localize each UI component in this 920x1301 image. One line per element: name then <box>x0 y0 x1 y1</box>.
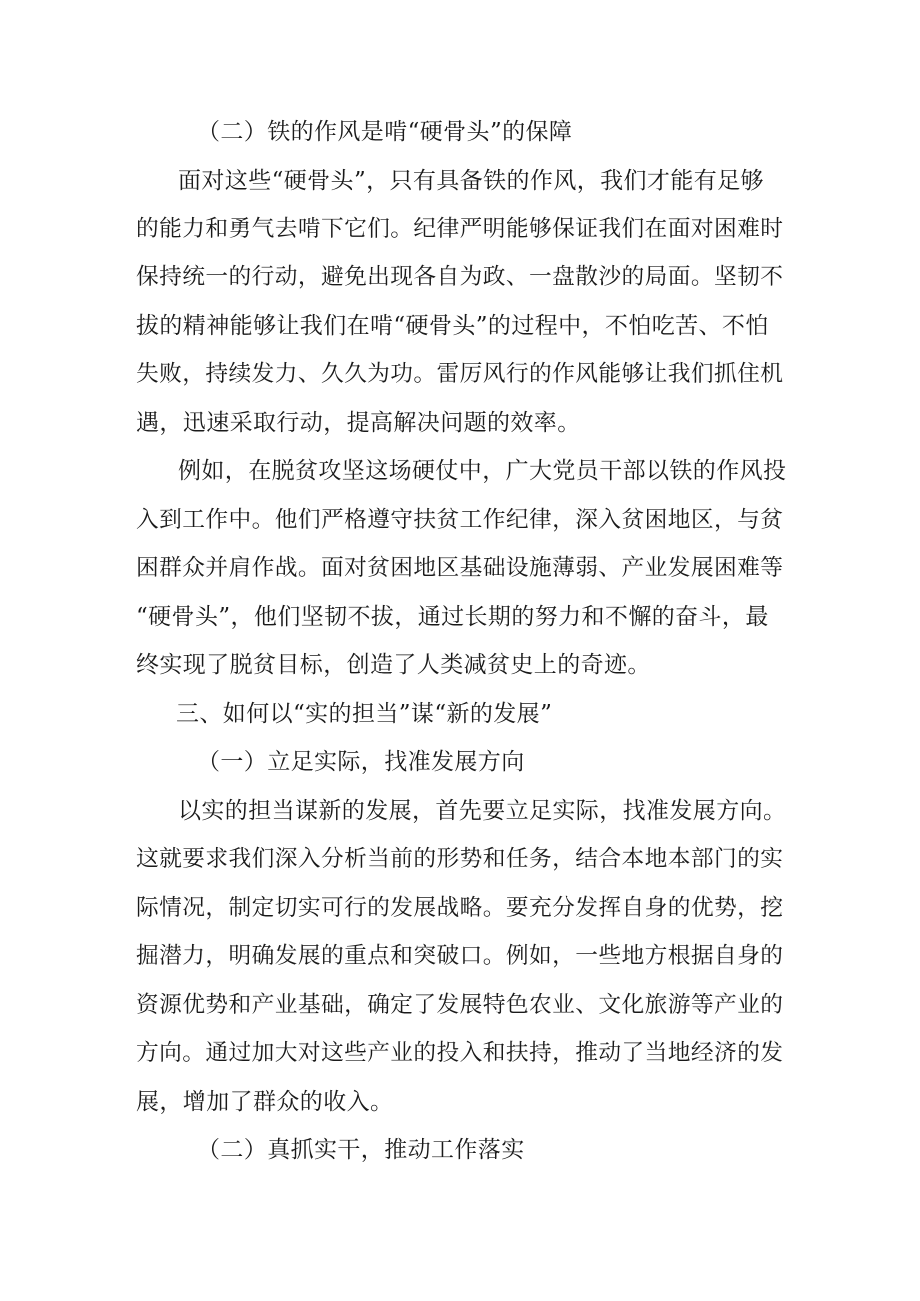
paragraph-line-10: “硬骨头”，他们坚韧不拔，通过长期的努力和不懈的奋斗，最 <box>136 604 769 630</box>
paragraph-line-9: 困群众并肩作战。面对贫困地区基础设施薄弱、产业发展困难等 <box>136 555 784 581</box>
paragraph-line-7: 例如，在脱贫攻坚这场硬仗中，广大党员干部以铁的作风投 <box>178 458 787 484</box>
paragraph-line-17: 方向。通过加大对这些产业的投入和扶持，推动了当地经济的发 <box>136 1040 784 1066</box>
paragraph-line-15: 掘潜力，明确发展的重点和突破口。例如，一些地方根据自身的 <box>136 943 784 969</box>
paragraph-line-8: 入到工作中。他们严格遵守扶贫工作纪律，深入贫困地区，与贫 <box>136 507 784 533</box>
paragraph-line-3: 保持统一的行动，避免出现各自为政、一盘散沙的局面。坚韧不 <box>136 264 784 290</box>
subheading-practical-work: （二）真抓实干，推动工作落实 <box>197 1137 525 1163</box>
section-heading-three: 三、如何以“实的担当”谋“新的发展” <box>176 701 553 727</box>
paragraph-line-2: 的能力和勇气去啃下它们。纪律严明能够保证我们在面对困难时 <box>136 216 784 242</box>
paragraph-line-4: 拔的精神能够让我们在啃“硬骨头”的过程中，不怕吃苦、不怕 <box>136 313 769 339</box>
paragraph-line-14: 际情况，制定切实可行的发展战略。要充分发挥自身的优势，挖 <box>136 895 784 921</box>
paragraph-line-5: 失败，持续发力、久久为功。雷厉风行的作风能够让我们抓住机 <box>136 361 784 387</box>
paragraph-line-6: 遇，迅速采取行动，提高解决问题的效率。 <box>136 410 581 436</box>
paragraph-line-13: 这就要求我们深入分析当前的形势和任务，结合本地本部门的实 <box>136 846 784 872</box>
subheading-iron-style: （二）铁的作风是啃“硬骨头”的保障 <box>197 119 573 145</box>
paragraph-line-1: 面对这些“硬骨头”，只有具备铁的作风，我们才能有足够 <box>178 168 764 194</box>
paragraph-line-11: 终实现了脱贫目标，创造了人类减贫史上的奇迹。 <box>136 652 651 678</box>
subheading-ground-in-reality: （一）立足实际，找准发展方向 <box>197 749 525 775</box>
paragraph-line-18: 展，增加了群众的收入。 <box>136 1089 394 1115</box>
paragraph-line-12: 以实的担当谋新的发展，首先要立足实际，找准发展方向。 <box>178 798 787 824</box>
paragraph-line-16: 资源优势和产业基础，确定了发展特色农业、文化旅游等产业的 <box>136 992 784 1018</box>
